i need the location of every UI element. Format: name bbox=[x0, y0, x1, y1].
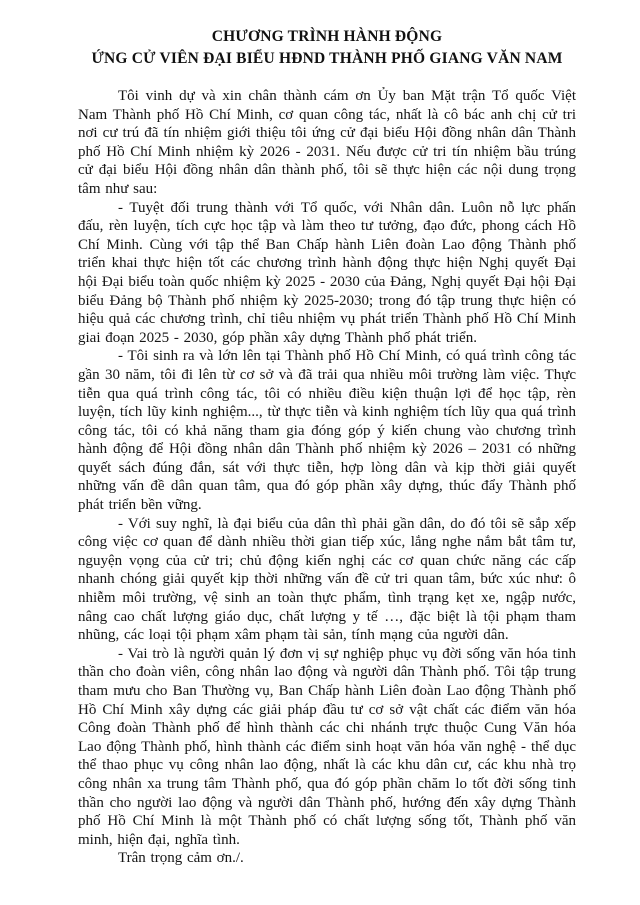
paragraph-cultural-role: - Vai trò là người quản lý đơn vị sự nghiệp phục vụ đời sống văn hóa tinh thần cho đoàn viên, công nhân lao động và người dân Thành phố. Tôi tập trung tham mưu cho Ban Thường vụ, Ban Chấp hành Liên đoàn Lao động Thành phố Hồ Chí Minh xây dựng các giải pháp đầu tư cơ sở vật chất các điểm văn hóa Công đoàn Thành phố để hình thành các chi nhánh trực thuộc Cung Văn hóa Lao động Thành phố, hình thành các điểm sinh hoạt văn hóa văn nghệ - thể dục thể thao phục vụ công nhân lao động, nhất là các khu dân cư, các khu nhà trọ công nhân xa trung tâm Thành phố, qua đó góp phần chăm lo tốt đời sống tinh thần cho người lao động và người dân Thành phố, hướng đến xây dựng Thành phố Hồ Chí Minh là một Thành phố có chất lượng sống tốt, Thành phố văn minh, hiện đại, nghĩa tình. bbox=[78, 645, 576, 848]
document-title-line1: CHƯƠNG TRÌNH HÀNH ĐỘNG bbox=[211, 28, 443, 45]
closing-line: Trân trọng cảm ơn./. bbox=[118, 850, 244, 867]
document-title-line2: ỨNG CỬ VIÊN ĐẠI BIỂU HĐND THÀNH PHỐ GIANG VĂN NAM bbox=[91, 50, 563, 67]
paragraph-loyalty-commitment: - Tuyệt đối trung thành với Tổ quốc, với Nhân dân. Luôn nỗ lực phấn đấu, rèn luyện, tích cực học tập và làm theo tư tưởng, đạo đức, phong cách Hồ Chí Minh. Cùng với tập thể Ban Chấp hành Liên đoàn Lao động Thành phố triển khai thực hiện tốt các chương trình hành động thực hiện Nghị quyết Đại hội Đại biểu toàn quốc nhiệm kỳ 2025 - 2030 của Đảng, Nghị quyết Đại hội Đại biểu Đảng bộ Thành phố nhiệm kỳ 2025-2030; trong đó tập trung thực hiện có hiệu quả các chương trình, chỉ tiêu nhiệm vụ phát triển Thành phố Hồ Chí Minh giai đoạn 2025 - 2030, góp phần xây dựng Thành phố phát triển. bbox=[78, 199, 576, 346]
document-title bbox=[78, 26, 576, 70]
paragraph-background-experience: - Tôi sinh ra và lớn lên tại Thành phố Hồ Chí Minh, có quá trình công tác gần 30 năm, tôi đi lên từ cơ sở và đã trải qua nhiều môi trường làm việc. Thực tiễn qua quá trình công tác, tôi có nhiều điều kiện thuận lợi để học tập, rèn luyện, tích lũy kinh nghiệm..., từ thực tiễn và kinh nghiệm tích lũy qua quá trình công tác, tôi có khả năng tham gia đóng góp ý kiến chung vào chương trình hành động để Hội đồng nhân dân Thành phố nhiệm kỳ 2026 – 2031 có những quyết sách đúng đắn, sát với thực tiễn, hợp lòng dân và kịp thời giải quyết những vấn đề dân quan tâm, qua đó góp phần xây dựng, thúc đẩy Thành phố phát triển bền vững. bbox=[78, 348, 576, 514]
paragraph-voter-engagement: - Với suy nghĩ, là đại biểu của dân thì phải gần dân, do đó tôi sẽ sắp xếp công việc cơ quan để dành nhiều thời gian tiếp xúc, lắng nghe nắm bắt tâm tư, nguyện vọng của cử tri; chủ động kiến nghị các cơ quan chức năng các cấp nhanh chóng giải quyết kịp thời những vấn đề cử tri quan tâm, bức xúc như: ô nhiễm môi trường, vệ sinh an toàn thực phẩm, tình trạng kẹt xe, ngập nước, nâng cao chất lượng giáo dục, chất lượng y tế …, đặc biệt là tội phạm tham nhũng, các loại tội phạm xâm phạm tài sản, tính mạng của người dân. bbox=[78, 515, 576, 644]
paragraph-introduction: Tôi vinh dự và xin chân thành cám ơn Ủy ban Mặt trận Tổ quốc Việt Nam Thành phố Hồ Chí Minh, cơ quan công tác, nhất là cô bác anh chị cử tri nơi cư trú đã tín nhiệm giới thiệu tôi ứng cử đại biểu Hội đồng nhân dân Thành phố Hồ Chí Minh nhiệm kỳ 2026 - 2031. Nếu được cử tri tín nhiệm bầu trúng cử đại biểu Hội đồng nhân dân thành phố, tôi sẽ thực hiện các nội dung trọng tâm như sau: bbox=[78, 88, 576, 197]
